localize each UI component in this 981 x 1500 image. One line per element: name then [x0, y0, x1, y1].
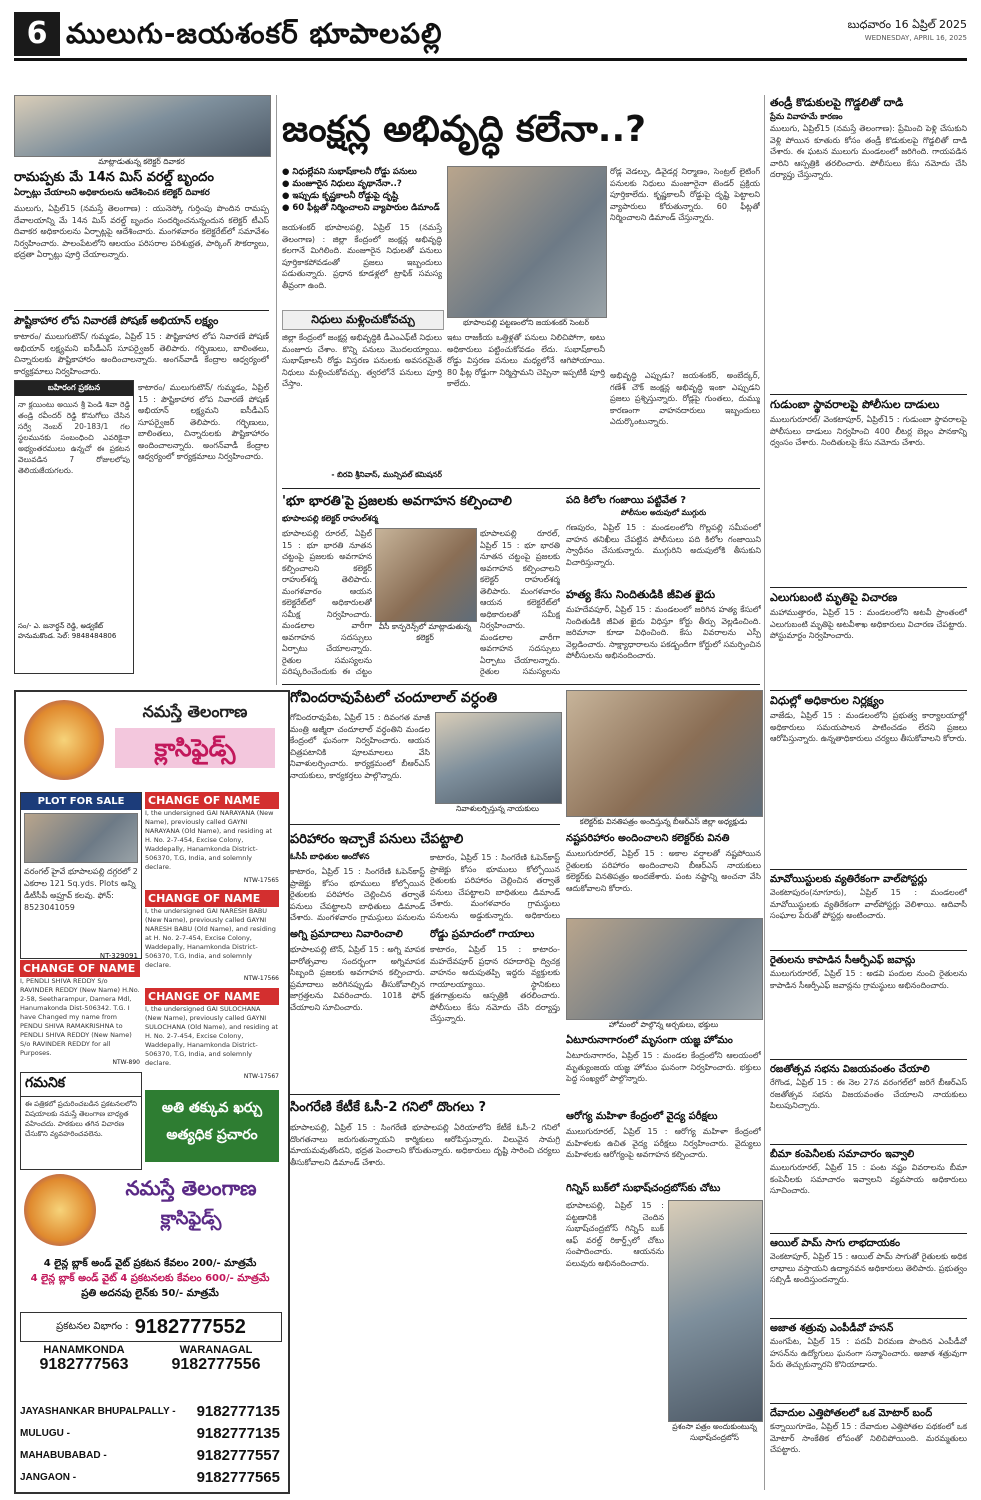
tribute-photo-caption: నివాళులర్పిస్తున్న నాయకులు [456, 804, 539, 813]
singareni-body: భూపాలపల్లి, ఏప్రిల్ 15 : సింగరేణి భూపాలపల్లి ఏరియాలోని కేటీకే ఓసీ-2 గనిలో దొంగతనాలు జరుగుతున్నాయని కార్మికులు ఆరోపిస్తున్నారు. విలువైన సామగ్రి మాయమవుతోందని, భద్రత పెంచాలని కోరుతున్నారు. అధికారులు దృష్టి సారించి చర్యలు తీసుకోవాలని డిమాండ్ చేశారు. [290, 1123, 560, 1167]
ramappa-headline: రామప్పకు మే 14న మిస్ వరల్డ్ బృందం [14, 170, 214, 185]
right-s1-headline: తండ్రీ కొడుకులపై గొడ్డలితో దాడి [770, 96, 904, 109]
promo-line-1: అతి తక్కువ ఖర్చు [161, 1100, 263, 1116]
public-notice-title: బహిరంగ ప్రకటన [15, 381, 133, 396]
public-notice-box [14, 380, 134, 674]
right-s10-headline: అజాత శత్రువు ఎంపీడీవో హసన్ [770, 1323, 894, 1334]
right-s8-headline: బీమా కంపెనీలకు సమాచారం ఇవ్వాలి [770, 1149, 915, 1160]
hanamkonda-contact [20, 1344, 148, 1394]
guinness-headline: గిన్నిస్ బుక్‌లో సుభాష్‌చంద్రబోస్‌కు చోటు [566, 1183, 721, 1194]
right-s2-headline: గుడుంబా స్థావరాలపై పోలీసుల దాడులు [770, 398, 940, 411]
promo-line-2: అత్యధిక ప్రచారం [166, 1127, 258, 1143]
con4-body: I, the undersigned GAI SULOCHANA (New Name), previously called GAYNI SULOCHANA (Old Name), and residing at H. No. 2-7-454, Excise Colony, Waddepally, Hanamkonda District-506370, T.G, India, and solemnly declare. [145, 1005, 278, 1067]
right-s5-headline: మావోయిస్టులకు వ్యతిరేకంగా వాల్‌పోస్టర్లు [770, 874, 928, 885]
classifieds-brand-2: నమస్తే తెలంగాణ [125, 1176, 257, 1200]
divider [290, 1094, 560, 1095]
right-s1-subhead: ప్రేమ వివాహమే కారణం [770, 112, 843, 121]
poshan-body-a: కాటారం/ ములుగుటౌన్/ గుమ్మడం, ఏప్రిల్ 15 : పౌష్టికాహార లోప నివారణే పోషణ్ అభియాన్ లక్ష్యమని ఐసీడీఎస్ సూపర్వైజర్ తెలిపారు. గర్భిణులు, బాలింతలు, చిన్నారులకు పౌష్టికాహారం అందించాలన్నారు. అంగన్‌వాడీ కేంద్రాల ఆధ్వర్యంలో కార్యక్రమాలు నిర్వహించారు. [14, 332, 269, 376]
hatya-body: మహదేవపూర్, ఏప్రిల్ 15 : మండలంలో జరిగిన హత్య కేసులో నిందితుడికి జీవిత ఖైదు విధిస్తూ కోర్టు తీర్పు వెల్లడించింది. జరిమానా కూడా విధించింది. కేసు వివరాలను ఎస్పీ వెల్లడించారు. సాక్ష్యాధారాలను పకడ్బందీగా కోర్టులో సమర్పించిన పోలీసులను అభినందించారు. [566, 605, 761, 660]
classifieds-title-2: క్లాసిఫైడ్స్ [160, 1208, 222, 1229]
office-contacts [20, 1400, 280, 1488]
warangal-phone: 9182777556 [171, 1356, 261, 1373]
con2-body: I, the undersigned GAI NARESH BABU (New Name), previously called GAYNI NARESH BABU (Old Name), and residing at H. No. 2-7-454, Excise Colony, Waddepally, Hanamkonda District-506370, T.G, India, and solemnly declare. [145, 907, 276, 969]
main-body-2: ఇటు రాజకీయ ఒత్తిళ్లతో పనులు నిలిచిపోగా, అటు అధికారులు పట్టించుకోవడం లేదు. సుభాష్‌కాలనీ రోడ్డు విస్తరణ పనులు మధ్యలోనే ఆగిపోయాయి. 80 ఫీట్ల రోడ్డుగా నిర్మిస్తామని చెప్పినా ఇప్పటికీ పూర్తి కాలేదు. [447, 333, 605, 388]
con4-ref: NTW-17567 [243, 1073, 279, 1080]
arogya-body: ములుగురూరల్, ఏప్రిల్ 15 : ఆరోగ్య మహిళా కేంద్రంలో మహిళలకు ఉచిత వైద్య పరీక్షలు నిర్వహించారు. వైద్యులు మహిళలకు ఆరోగ్యంపై అవగాహన కల్పించారు. [566, 1127, 761, 1159]
classifieds-title: క్లాసిఫైడ్స్ [115, 728, 275, 768]
singareni-headline: సింగరేణి కేటీకే ఓసీ-2 గనిలో దొంగలు ? [290, 1100, 487, 1115]
yagnam-headline: ఏటూరునాగారంలో మృసంగా యజ్ఞ హోమం [566, 1035, 733, 1046]
right-s6-body: ములుగురూరల్, ఏప్రిల్ 15 : అడవి పందుల నుంచి రైతులను కాపాడిన సీఆర్పీఎఫ్ జవాన్లను గ్రామస్థులు అభినందించారు. [770, 969, 967, 990]
right-s8-body: ములుగురూరల్, ఏప్రిల్ 15 : పంట నష్టం వివరాలను బీమా కంపెనీలకు సమాచారం ఇవ్వాలని వ్యవసాయ అధికారులు సూచించారు. [770, 1163, 967, 1195]
divider [770, 869, 967, 870]
page-number: 6 [14, 12, 60, 56]
office-name: MULUGU - [20, 1427, 70, 1439]
main-body-1: జయశంకర్ భూపాలపల్లి, ఏప్రిల్ 15 (నమస్తే తెలంగాణ) : జిల్లా కేంద్రంలో జంక్షన్ల అభివృద్ధి కలగానే మిగిలింది. మంజూరైన నిధులతో పనులు పూర్తికాకపోవడంతో ప్రజలు ఇబ్బందులు పడుతున్నారు. ప్రధాన కూడళ్లలో ట్రాఫిక్ సమస్య తీవ్రంగా ఉంది. [282, 223, 442, 290]
office-name: JANGAON - [20, 1471, 77, 1483]
office-name: JAYASHANKAR BHUPALPALLY - [20, 1405, 176, 1417]
junction-photo-caption: భూపాలపల్లి పట్టణంలోని జయశంకర్ సెంటర్ [462, 318, 590, 327]
ad-dept-phone: 9182777552 [134, 1315, 246, 1338]
con1-title: CHANGE OF NAME [145, 792, 279, 809]
rate-line-1: 4 లైన్ల బ్లాక్ అండ్ వైట్ ప్రకటన కేవలం 200/- మాత్రమే [43, 1258, 257, 1269]
guinness-photo-caption: ప్రశంసా పత్రం అందుకుంటున్న సుభాష్‌చంద్రబోస్ [672, 1422, 757, 1442]
office-row [20, 1400, 280, 1422]
divider [14, 310, 269, 311]
bullet-item: ● 60 ఫీట్లతో నిర్మించాలని వ్యాపారుల డిమాండ్ [282, 202, 442, 214]
plot-title: PLOT FOR SALE [21, 793, 141, 810]
naxal-photo-caption: కలెక్టర్‌కు వినతిపత్రం అందిస్తున్న బీఆర్‌ఎస్ జిల్లా అధ్యక్షుడు [579, 817, 748, 826]
agni-body: భూపాలపల్లి టౌన్, ఏప్రిల్ 15 : అగ్ని మాపక వారోత్సవాల సందర్భంగా అగ్నిమాపక సిబ్బంది ప్రజలకు అవగాహన కల్పించారు. ప్రమాదాలు జరిగినప్పుడు తీసుకోవాల్సిన జాగ్రత్తలను వివరించారు. 101కి ఫోన్ చేయాలని సూచించారు. [290, 945, 425, 1012]
office-phone: 9182777557 [196, 1446, 280, 1464]
gamanika-box [20, 1072, 142, 1170]
column-divider [764, 95, 765, 1490]
poshan-headline: పౌష్టికాహార లోప నివారణే పోషణ్ అభియాన్ లక్ష్యం [14, 315, 219, 327]
subbox-title: నిధులు మళ్లించుకోవచ్చు [282, 310, 444, 330]
con3-body: I, PENDLI SHIVA REDDY S/o RAVINDER REDDY (New Name) H.No. 2-58, Seetharampur, Damera Mdl, Hanumakonda Dist-506342. T.G. I have Changed my name from PENDU SHIVA RAMAKRISHNA to PENDLI SHIVA REDDY (New Name) S/o RAVINDER REDDY for all Purposes. [20, 977, 140, 1057]
office-row [20, 1444, 280, 1466]
header-date [848, 18, 967, 42]
divider [770, 587, 967, 588]
right-s1-body: ములుగు, ఏప్రిల్15 (నమస్తే తెలంగాణ): ప్రేమించి పెళ్లి చేసుకుని వెళ్లి పోయిన కూతురు కోసం తండ్రీ కొడుకులపై గొడ్డలితో దాడి చేశారు. ఈ ఘటన ములుగు మండలంలో జరిగింది. గాయపడిన వారిని ఆస్పత్రికి తరలించారు. పోలీసులు కేసు నమోదు చేసి దర్యాప్తు చేస్తున్నారు. [770, 124, 967, 179]
con1-body: I, the undersigned GAI NARAYANA (New Name), previously called GAYNI NARAYANA (Old Name), and residing at H. No. 2-7-454, Excise Colony, Waddepally, Hanamkonda District-506370, T.G, India, and solemnly declare. [145, 809, 274, 871]
main-body-3: రోడ్ల వెడల్పు, డివైడర్ల నిర్మాణం, సెంట్రల్ లైటింగ్ పనులకు నిధులు మంజూరైనా టెండర్ ప్రక్రియ పూర్తికాలేదు. కృష్ణకాలనీ రోడ్డుపై దృష్టి పెట్టాలని వ్యాపారులు కోరుతున్నారు. 60 ఫీట్లతో నిర్మించాలని డిమాండ్ చేస్తున్నారు. [610, 167, 760, 222]
yagnam-photo [566, 918, 763, 1020]
hatya-headline: హత్య కేసు నిందితుడికి జీవిత ఖైదు [566, 588, 716, 601]
con4-title: CHANGE OF NAME [145, 988, 279, 1005]
road-headline: రోడ్డు ప్రమాదంలో గాయాలు [430, 929, 535, 940]
divider [770, 1233, 967, 1234]
arogya-headline: ఆరోగ్య మహిళా కేంద్రంలో వైద్య పరీక్షలు [566, 1111, 718, 1122]
naxal-headline: నష్టపరిహారం అందించాలని కలెక్టర్‌కు వినతి [566, 833, 730, 844]
rate-lines [20, 1256, 280, 1301]
pariharam-body-b: కాటారం, ఏప్రిల్ 15 : సింగరేణి ఓపెన్‌కాస్ట్ ప్రాజెక్టు కోసం భూములు కోల్పోయిన రైతులకు పరిహారం చెల్లించిన తర్వాతే పనులు చేపట్టాలని బాధితులు డిమాండ్ చేశారు. మంగళవారం గ్రామస్థులు పనులను అడ్డుకున్నారు. అధికారులు [430, 853, 560, 920]
ramappa-body: ములుగు, ఏప్రిల్15 (నమస్తే తెలంగాణ) : యునెస్కో గుర్తింపు పొందిన రామప్ప దేవాలయాన్ని మే 14న మిస్ వరల్డ్ బృందం సందర్శించనున్నందున కలెక్టర్ టీఎస్ దివాకర అధికారులను ఏర్పాట్లపై ఆదేశించారు. మంగళవారం కలెక్టరేట్‌లో సమావేశం నిర్వహించారు. పాలంపేటలోని ఆలయం పరిసరాల పరిశుభ్రత, పార్కింగ్ సౌకర్యాలు, భద్రతా ఏర్పాట్లు పూర్తి చేయాలన్నారు. [14, 204, 269, 259]
con2-title: CHANGE OF NAME [145, 890, 279, 907]
change-of-name-ad-2 [145, 890, 279, 985]
office-row [20, 1466, 280, 1488]
right-s5-body: వెంకటాపురం(నూగూరు), ఏప్రిల్ 15 : మండలంలో మావోయిస్టులకు వ్యతిరేకంగా వాల్‌పోస్టర్లు వెలిశాయి. ఆదివాసీ సంఘాల పేరుతో పోస్టర్లు అంటించారు. [770, 888, 967, 920]
divider [770, 1144, 967, 1145]
guinness-photo [668, 1200, 763, 1422]
con3-ref: NTW-890 [112, 1059, 140, 1066]
con2-ref: NTW-17566 [243, 975, 279, 982]
main-headline: జంక్షన్ల అభివృద్ధి కలేనా..? [282, 109, 647, 150]
collector-meeting-photo [14, 95, 271, 157]
plot-photo [24, 813, 138, 863]
office-row [20, 1422, 280, 1444]
ganja-headline: పది కిలోల గంజాయి పట్టివేత ? [566, 495, 687, 506]
right-column [770, 96, 967, 1461]
collector-photo-caption: వీసీ కాన్ఫరెన్స్‌లో మాట్లాడుతున్న కలెక్టర్ [378, 622, 472, 642]
plot-for-sale-ad [20, 792, 142, 959]
divider [770, 950, 967, 951]
hanamkonda-phone: 9182777563 [39, 1356, 129, 1373]
right-s3-body: మహాముత్తారం, ఏప్రిల్ 15 : మండలంలోని అటవీ ప్రాంతంలో ఎలుగుబంటి మృతిపై అటవీశాఖ అధికారులు విచారణ చేపట్టారు. పోస్టుమార్టం నిర్వహించారు. [770, 608, 967, 640]
govind-headline: గోవిందరావుపేటలో చందూలాల్ వర్ధంతి [290, 690, 498, 706]
con1-ref: NTW-17565 [243, 877, 279, 884]
classifieds-header [20, 696, 280, 786]
con3-title: CHANGE OF NAME [20, 960, 140, 977]
divider [290, 824, 560, 825]
right-s4-headline: విధుల్లో అధికారుల నిర్లక్ష్యం [770, 694, 884, 707]
right-s11-headline: దేవాదుల ఎత్తిపోతలలో ఒక మోటార్ బంద్ [770, 1408, 933, 1419]
ad-dept-contact [20, 1312, 282, 1342]
tribute-photo [435, 712, 562, 804]
right-s10-body: మంగపేట, ఏప్రిల్ 15 : పదవీ విరమణ పొందిన ఎంపీడీవో హసన్‌ను ఉద్యోగులు ఘనంగా సన్మానించారు. అజాత శత్రువుగా పేరు తెచ్చుకున్నారని కొనియాడారు. [770, 1337, 967, 1369]
office-phone: 9182777565 [196, 1468, 280, 1486]
ganja-subhead: పోలీసుల అదుపులో ముగ్గురు [620, 508, 707, 517]
office-phone: 9182777135 [196, 1402, 280, 1420]
divider [770, 1318, 967, 1319]
classifieds-header-2 [20, 1172, 280, 1252]
masthead-title: ములుగు-జయశంకర్ భూపాలపల్లి [66, 17, 443, 50]
naxal-body: ములుగురూరల్, ఏప్రిల్ 15 : అకాల వర్షాలతో నష్టపోయిన రైతులకు పరిహారం అందించాలని బీఆర్‌ఎస్ నాయకులు కలెక్టర్‌కు వినతిపత్రం అందజేశారు. పంట నష్టాన్ని అంచనా వేసి ఆదుకోవాలని కోరారు. [566, 849, 761, 893]
warangal-label: WARANAGAL [179, 1344, 253, 1356]
bullet-item: ● ఇప్పుడు కృష్ణకాలనీ రోడ్డుపై దృష్టి [282, 190, 442, 202]
bhubharati-body-a: భూపాలపల్లి రూరల్, ఏప్రిల్ 15 : భూ భారతి నూతన చట్టంపై ప్రజలకు అవగాహన కల్పించాలని కలెక్టర్ రాహుల్‌శర్మ తెలిపారు. మంగళవారం ఆయన కలెక్టరేట్‌లో అధికారులతో సమీక్ష నిర్వహించారు. మండలాల వారీగా అవగాహన సదస్సులు ఏర్పాటు చేయాలన్నారు. రైతుల సమస్యలను పరిష్కరించేందుకు ఈ చట్టం [282, 529, 372, 676]
pariharam-headline: పరిహారం ఇచ్చాకే పనులు చేపట్టాలి [290, 832, 464, 847]
classifieds-brand: నమస్తే తెలంగాణ [142, 702, 248, 721]
hanamkonda-label: HANAMKONDA [43, 1344, 125, 1356]
rate-line-2: 4 లైన్ల బ్లాక్ అండ్ వైట్ 4 ప్రకటనలకు కేవలం 600/- మాత్రమే [30, 1273, 270, 1284]
office-name: MAHABUBABAD - [20, 1449, 107, 1461]
gamanika-title: గమనిక [21, 1073, 141, 1097]
ramappa-subhead: ఏర్పాట్లు చేయాలని అధికారులను ఆదేశించిన కలెక్టర్ దివాకర [14, 188, 210, 198]
public-notice-address: హనుమకొండ. సెల్: 9848484806 [18, 632, 117, 640]
right-s9-headline: ఆయిల్ పామ్ సాగు లాభదాయకం [770, 1238, 901, 1249]
road-body: కాటారం, ఏప్రిల్ 15 : కాటారం-మహదేవపూర్ ప్రధాన రహదారిపై ద్విచక్ర వాహనం అదుపుతప్పి ఇద్దరు వ్యక్తులకు గాయాలయ్యాయి. స్థానికులు క్షతగాత్రులను ఆస్పత్రికి తరలించారు. పోలీసులు కేసు నమోదు చేసి దర్యాప్తు చేస్తున్నారు. [430, 945, 560, 1023]
ad-dept-label: ప్రకటనల విభాగం : [56, 1321, 129, 1332]
bhubharati-subhead: భూపాలపల్లి కలెక్టర్ రాహుల్‌శర్మ [282, 514, 378, 523]
page-header [14, 12, 967, 56]
goddess-logo-icon [24, 1174, 96, 1246]
plot-text: వరంగల్ హైవే భూపాలపల్లి దగ్గరలో 2 ఎకరాల 121 Sq.yds. Plots అన్ని డీటీసీపీ అప్రూవ్ కలవు. ఫోన్: 8523041059 [24, 867, 138, 912]
right-s7-body: రేగొండ, ఏప్రిల్ 15 : ఈ నెల 27న వరంగల్‌లో జరిగే బీఆర్‌ఎస్ రజతోత్సవ సభను విజయవంతం చేయాలని నాయకులు పిలుపునిచ్చారు. [770, 1078, 967, 1110]
change-of-name-ad-4 [145, 988, 279, 1083]
poshan-body-b: కాటారం/ ములుగుటౌన్/ గుమ్మడం, ఏప్రిల్ 15 : పౌష్టికాహార లోప నివారణే పోషణ్ అభియాన్ లక్ష్యమని ఐసీడీఎస్ సూపర్వైజర్ తెలిపారు. గర్భిణులు, బాలింతలు, చిన్నారులకు పౌష్టికాహారం అందించాలన్నారు. అంగన్‌వాడీ కేంద్రాల ఆధ్వర్యంలో కార్యక్రమాలు నిర్వహించారు. [138, 383, 269, 461]
guinness-body: భూపాలపల్లి, ఏప్రిల్ 15 : పట్టణానికి చెందిన సుభాష్‌చంద్రబోస్ గిన్నిస్ బుక్ ఆఫ్ వరల్డ్ రికార్డ్స్‌లో చోటు సంపాదించారు. ఆయనను పలువురు అభినందించారు. [566, 1201, 664, 1268]
pariharam-subhead: ఓసీపీ బాధితుల ఆందోళన [290, 852, 370, 861]
pariharam-body-a: కాటారం, ఏప్రిల్ 15 : సింగరేణి ఓపెన్‌కాస్ట్ ప్రాజెక్టు కోసం భూములు కోల్పోయిన రైతులకు పరిహారం చెల్లించిన తర్వాతే పనులు చేపట్టాలని బాధితులు డిమాండ్ చేశారు. మంగళవారం గ్రామస్థులు పనులను [290, 867, 425, 922]
change-of-name-ad-1 [145, 792, 279, 887]
collector-photo [375, 528, 477, 622]
right-s2-body: ములుగురూరల్/ వెంకటాపూర్, ఏప్రిల్15 : గుడుంబా స్థావరాలపై పోలీసులు దాడులు నిర్వహించి 400 లీటర్ల బెల్లం పానకాన్ని ధ్వంసం చేశారు. నిందితులపై కేసు నమోదు చేశారు. [770, 415, 967, 447]
naxal-photo [566, 690, 763, 817]
yagnam-photo-caption: హోమంలో పాల్గొన్న అర్చకులు, భక్తులు [608, 1020, 719, 1029]
bhubharati-body-b: భూపాలపల్లి రూరల్, ఏప్రిల్ 15 : భూ భారతి నూతన చట్టంపై ప్రజలకు అవగాహన కల్పించాలని కలెక్టర్ రాహుల్‌శర్మ తెలిపారు. మంగళవారం ఆయన కలెక్టరేట్‌లో అధికారులతో సమీక్ష నిర్వహించారు. మండలాల వారీగా అవగాహన సదస్సులు ఏర్పాటు చేయాలన్నారు. రైతుల సమస్యలను [480, 529, 560, 676]
divider [282, 488, 760, 489]
change-of-name-ad-3 [20, 960, 140, 1068]
goddess-logo-icon [24, 700, 104, 780]
gamanika-body: ఈ పత్రికలో ప్రచురించబడిన ప్రకటనలలోని విషయాలకు నమస్తే తెలంగాణ బాధ్యత వహించదు. పాఠకులు తగిన విచారణ చేసుకొని వ్యవహరించవలెను. [25, 1100, 137, 1138]
date-english: WEDNESDAY, APRIL 16, 2025 [864, 34, 967, 42]
right-s4-body: వాజేడు, ఏప్రిల్ 15 : మండలంలోని ప్రభుత్వ కార్యాలయాల్లో అధికారులు సమయపాలన పాటించడం లేదని ప్రజలు ఆరోపిస్తున్నారు. ఉన్నతాధికారులు చర్యలు తీసుకోవాలని కోరారు. [770, 711, 967, 743]
divider [770, 1403, 967, 1404]
bullet-item: ● మంజూరైన నిధులు వృథానేనా..? [282, 178, 442, 190]
agni-headline: అగ్ని ప్రమాదాలు నివారించాలి [290, 929, 403, 940]
right-s3-headline: ఎలుగుబంటి మృతిపై విచారణ [770, 591, 898, 604]
right-s11-body: కన్నాయిగూడెం, ఏప్రిల్ 15 : దేవాదుల ఎత్తిపోతల పథకంలో ఒక మోటార్ సాంకేతిక లోపంతో నిలిచిపోయింది. మరమ్మతులు చేపట్టారు. [770, 1422, 967, 1454]
date-telugu: బుధవారం 16 ఏప్రిల్ 2025 [847, 18, 967, 31]
plot-ref: NT-329091 [99, 952, 138, 960]
divider [770, 690, 967, 691]
subbox-body: జిల్లా కేంద్రంలో జంక్షన్ల అభివృద్ధికి డీఎంఎఫ్‌టీ నిధులు మంజూరు చేశాం. కొన్ని పనులు మొదలయ్యాయి. సుభాష్‌కాలనీ రోడ్డు విస్తరణ పనులకు అవసరమైతే నిధులు మళ్లించుకోవచ్చు. త్వరలోనే పనులు పూర్తి చేస్తాం. [282, 333, 442, 388]
junction-photo [447, 166, 607, 318]
warangal-contact [152, 1344, 280, 1394]
right-s7-headline: రజతోత్సవ సభను విజయవంతం చేయాలి [770, 1064, 930, 1075]
divider [770, 1059, 967, 1060]
govind-body: గోవిందరావుపేట, ఏప్రిల్ 15 : దివంగత మాజీ మంత్రి అజ్మీరా చందూలాల్ వర్ధంతిని మండల కేంద్రంలో ఘనంగా నిర్వహించారు. ఆయన చిత్రపటానికి పూలమాలలు వేసి నివాళులర్పించారు. కార్యక్రమంలో బీఆర్‌ఎస్ నాయకులు, కార్యకర్తలు పాల్గొన్నారు. [290, 713, 430, 780]
right-s9-body: వెంకటాపూర్, ఏప్రిల్ 15 : ఆయిల్ పామ్ సాగుతో రైతులకు అధిక లాభాలు వస్తాయని ఉద్యానవన అధికారులు తెలిపారు. ప్రభుత్వం సబ్సిడీ అందిస్తుందన్నారు. [770, 1252, 967, 1284]
column-divider [276, 95, 277, 685]
ganja-body: గణపురం, ఏప్రిల్ 15 : మండలంలోని గొల్లపల్లి సమీపంలో వాహన తనిఖీలు చేపట్టిన పోలీసులు పది కిలోల గంజాయిని స్వాధీనం చేసుకున్నారు. ముగ్గురిని అదుపులోకి తీసుకుని విచారిస్తున్నారు. [566, 523, 761, 567]
bhubharati-headline: 'భూ భారతి'పై ప్రజలకు అవగాహన కల్పించాలి [282, 494, 512, 509]
divider [282, 684, 760, 685]
right-s6-headline: రైతులను కాపాడిన సీఆర్పీఎఫ్ జవాన్లు [770, 955, 916, 966]
public-notice-signature: సం/- ఎ. జనార్ధన్ రెడ్డి, అడ్వకేట్ [18, 622, 104, 630]
main-bullets [282, 166, 442, 214]
yagnam-body: ఏటూరునాగారం, ఏప్రిల్ 15 : మండల కేంద్రంలోని ఆలయంలో మృత్యుంజయ యజ్ఞ హోమం ఘనంగా నిర్వహించారు. భక్తులు పెద్ద సంఖ్యలో పాల్గొన్నారు. [566, 1051, 761, 1083]
subbox-signature: - బిరవి శ్రీనివాస్, మున్సిపల్ కమిషనర్ [331, 470, 442, 479]
rate-line-3: ప్రతి అదనపు లైన్‌కు 50/- మాత్రమే [81, 1288, 219, 1299]
collector-photo-caption: మాట్లాడుతున్న కలెక్టర్ దివాకర [98, 157, 185, 166]
header-rule [14, 58, 967, 61]
public-notice-body: నా క్లయింటు అయిన శ్రీ పెండి శివా రెడ్డి తండ్రి రవీందర్ రెడ్డి కొనుగోలు చేసిన సర్వే నెంబర్ 20-183/1 గల స్థలమునకు సంబంధించి ఎవరికైనా అభ్యంతరములు ఉన్నచో ఈ ప్రకటన వెలువడిన 7 రోజులలోపు తెలియజేయగలరు. [18, 400, 130, 475]
promo-box [145, 1090, 279, 1162]
divider [770, 394, 967, 395]
office-phone: 9182777135 [196, 1424, 280, 1442]
bullet-item: ● నిధుల్లేవని సుభాష్‌కాలనీ రోడ్డు పనులు [282, 166, 442, 178]
main-body-4: అభివృద్ధి ఎప్పుడు? జయశంకర్, అంబేద్కర్, గణేశ్ చౌక్ జంక్షన్ల అభివృద్ధి ఇంకా ఎప్పుడని ప్రజలు ప్రశ్నిస్తున్నారు. రోడ్లపై గుంతలు, దుమ్ము కారణంగా వాహనదారులు ఇబ్బందులు ఎదుర్కొంటున్నారు. [610, 371, 760, 426]
